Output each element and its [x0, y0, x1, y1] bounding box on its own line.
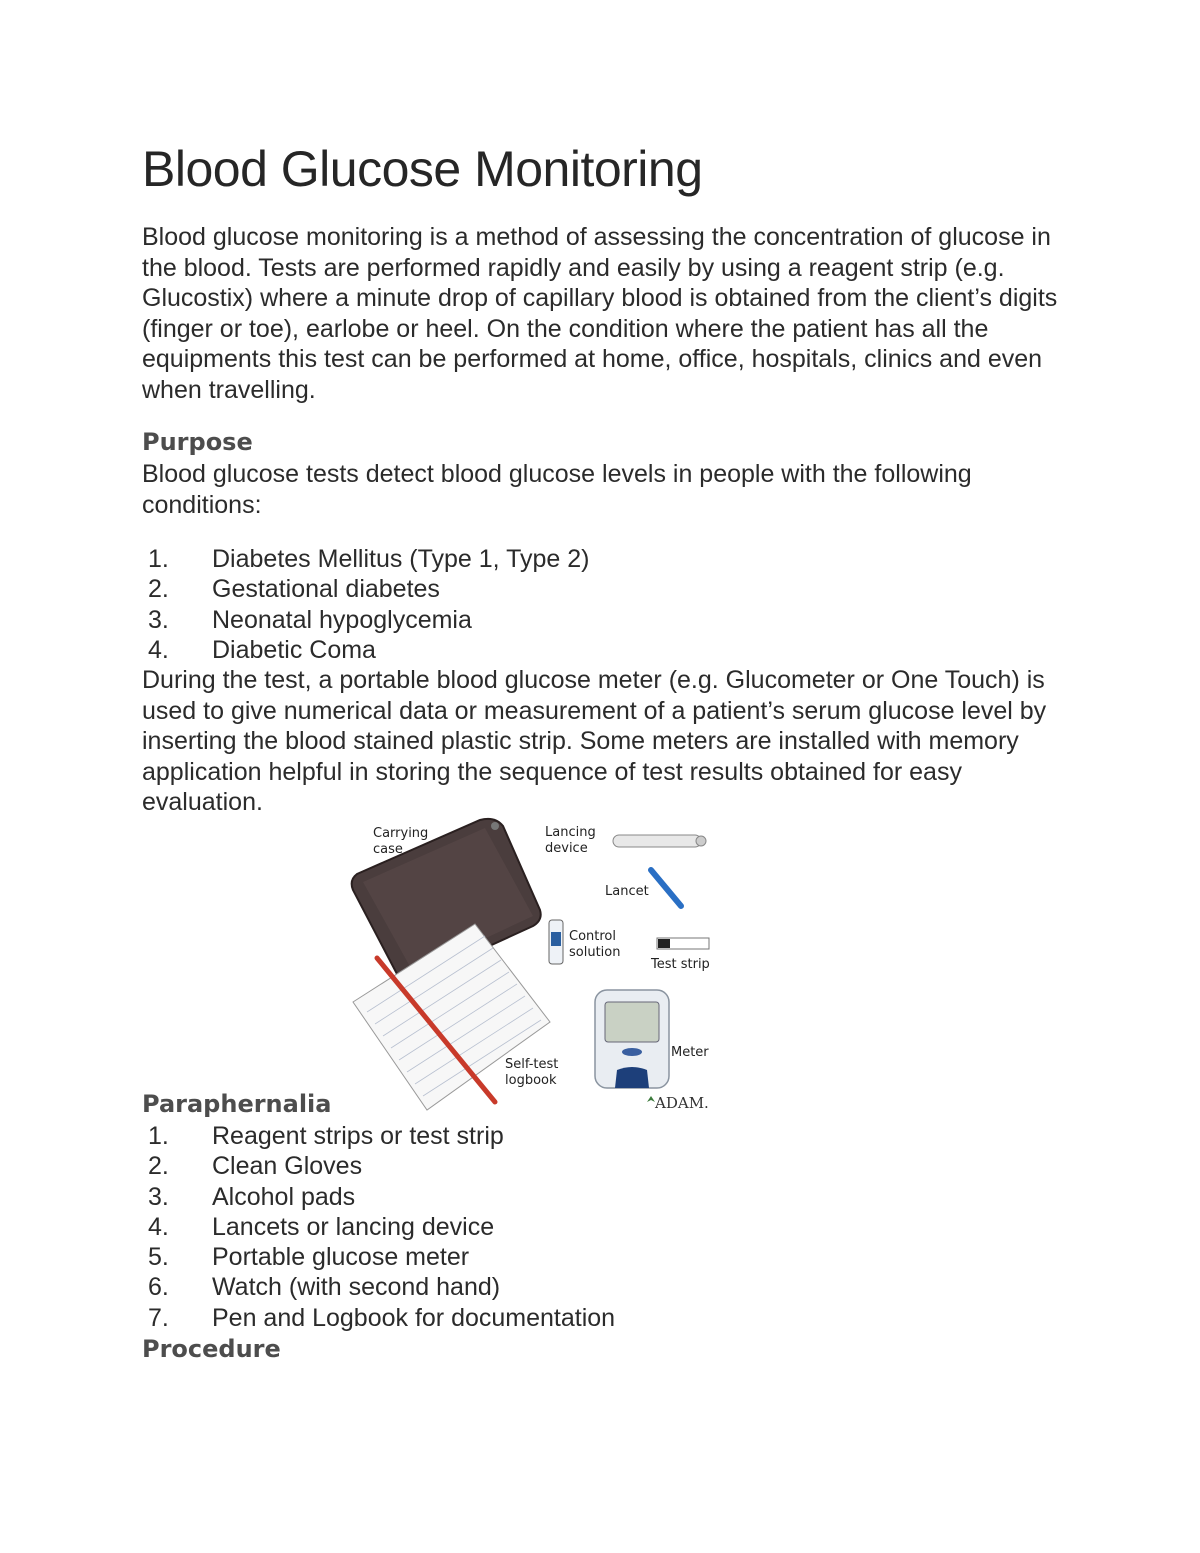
list-number: 2.	[148, 575, 169, 604]
list-item	[142, 1182, 615, 1212]
label-carrying-case-2: case	[373, 842, 403, 857]
paraphernalia-heading: Paraphernalia	[142, 1090, 332, 1118]
purpose-paragraph: Blood glucose tests detect blood glucose levels in people with the following conditions:	[142, 460, 972, 519]
list-item	[142, 1272, 615, 1302]
list-item	[142, 605, 590, 635]
label-control-solution-2: solution	[569, 945, 621, 960]
meter-image	[595, 990, 669, 1088]
glucose-kit-illustration	[345, 812, 725, 1112]
list-text: Reagent strips or test strip	[212, 1122, 504, 1150]
label-control-solution-1: Control	[569, 929, 616, 944]
list-number: 4.	[148, 635, 169, 664]
list-item	[142, 1121, 615, 1151]
during-test-paragraph: During the test, a portable blood glucose meter (e.g. Glucometer or One Touch) is used to give numerical data or measurement of a patient’s serum glucose level by inserting the blood stained plastic strip. Some meters are installed with memory application helpful in storing the sequence of test results obtained for easy evaluation.	[142, 666, 1047, 817]
conditions-list	[142, 544, 590, 665]
list-item	[142, 1151, 615, 1181]
list-item	[142, 574, 590, 604]
list-number: 5.	[148, 1243, 169, 1272]
list-text: Portable glucose meter	[212, 1243, 470, 1272]
list-item	[142, 1212, 615, 1242]
label-logbook-1: Self-test	[505, 1057, 559, 1072]
lancing-device-image	[613, 835, 706, 847]
list-item	[142, 1242, 615, 1272]
label-lancing-device-2: device	[545, 841, 588, 856]
list-number: 3.	[148, 1182, 169, 1211]
lancet-image	[651, 870, 681, 906]
list-number: 2.	[148, 1152, 169, 1181]
list-number: 6.	[148, 1273, 169, 1302]
label-carrying-case-1: Carrying	[373, 826, 429, 841]
paraphernalia-list	[142, 1121, 615, 1333]
label-lancet: Lancet	[605, 884, 649, 899]
list-number: 4.	[148, 1212, 169, 1241]
list-number: 7.	[148, 1303, 169, 1332]
label-lancing-device-1: Lancing	[545, 825, 596, 840]
list-item	[142, 635, 590, 665]
list-number: 1.	[148, 1122, 169, 1150]
adam-logo-text: ADAM.	[655, 1094, 709, 1112]
page-title: Blood Glucose Monitoring	[142, 141, 703, 197]
label-meter: Meter	[671, 1045, 709, 1060]
list-item	[142, 1303, 615, 1333]
list-text: Lancets or lancing device	[212, 1212, 495, 1241]
test-strip-image	[657, 938, 709, 949]
purpose-heading: Purpose	[142, 428, 253, 456]
list-number: 3.	[148, 605, 169, 634]
list-text: Watch (with second hand)	[212, 1273, 501, 1302]
list-text: Gestational diabetes	[212, 575, 440, 604]
list-text: Clean Gloves	[212, 1152, 363, 1181]
control-solution-image	[549, 920, 563, 964]
intro-paragraph: Blood glucose monitoring is a method of assessing the concentration of glucose in the blood. Tests are performed rapidly and easily by using a reagent strip (e.g. Glucostix) where a minute drop of capillary blood is obtained from the client’s digits (finger or toe), earlobe or heel. On the condition where the patient has all the equipments this test can be performed at home, office, hospitals, clinics and even when travelling.	[142, 223, 1058, 404]
procedure-heading: Procedure	[142, 1335, 281, 1363]
list-text: Diabetes Mellitus (Type 1, Type 2)	[212, 545, 590, 573]
list-text: Neonatal hypoglycemia	[212, 605, 472, 634]
list-text: Diabetic Coma	[212, 635, 376, 664]
label-test-strip: Test strip	[651, 957, 710, 972]
list-text: Alcohol pads	[212, 1182, 356, 1211]
list-text: Pen and Logbook for documentation	[212, 1303, 616, 1332]
list-number: 1.	[148, 545, 169, 573]
adam-logo	[647, 1094, 709, 1112]
list-item	[142, 544, 590, 574]
label-logbook-2: logbook	[505, 1073, 557, 1088]
